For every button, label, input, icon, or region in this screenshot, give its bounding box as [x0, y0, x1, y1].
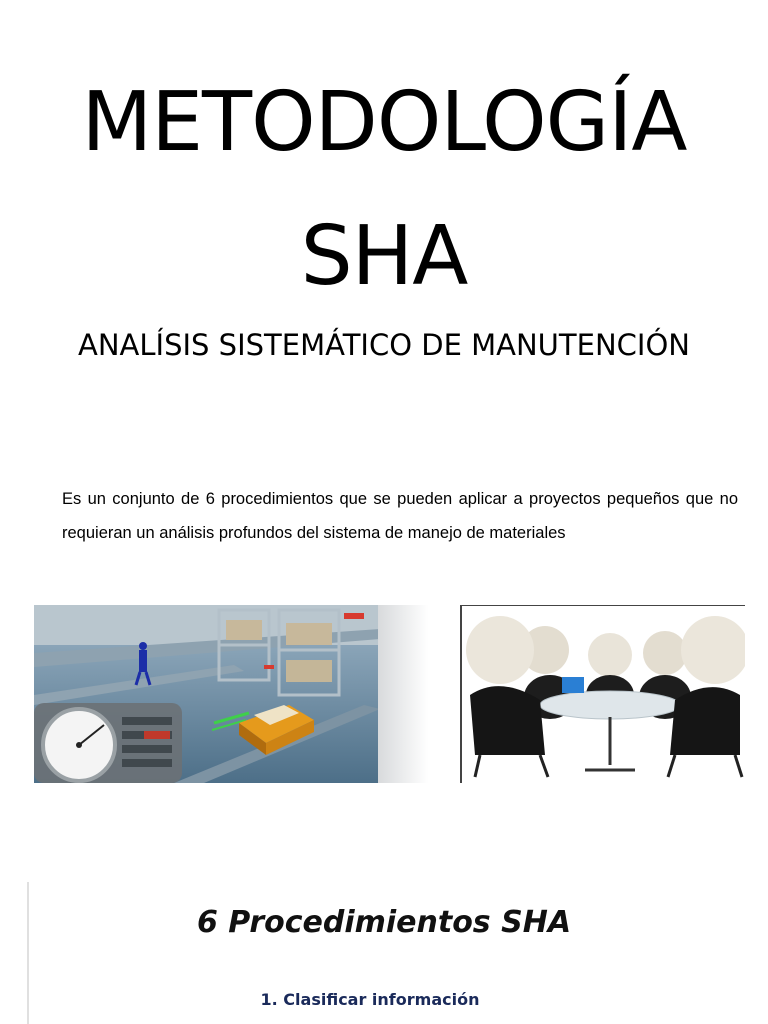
section-title: 6 Procedimientos SHA: [196, 905, 572, 940]
title-line-2: SHA: [300, 209, 468, 304]
warehouse-agv-illustration: [34, 605, 380, 783]
title-line-1: METODOLOGÍA: [81, 75, 687, 170]
image-gap-band: [378, 605, 462, 783]
meeting-figures-illustration: [460, 605, 745, 783]
subtitle: ANALÍSIS SISTEMÁTICO DE MANUTENCIÓN: [78, 328, 690, 362]
warehouse-agv-image: [34, 605, 380, 783]
description-paragraph: Es un conjunto de 6 procedimientos que se pueden aplicar a proyectos pequeños que no requieran un análisis profundos del sistema de manejo de materiales: [62, 490, 738, 542]
step-1-label: 1. Clasificar información: [260, 990, 480, 1009]
meeting-figures-image: [460, 605, 745, 783]
